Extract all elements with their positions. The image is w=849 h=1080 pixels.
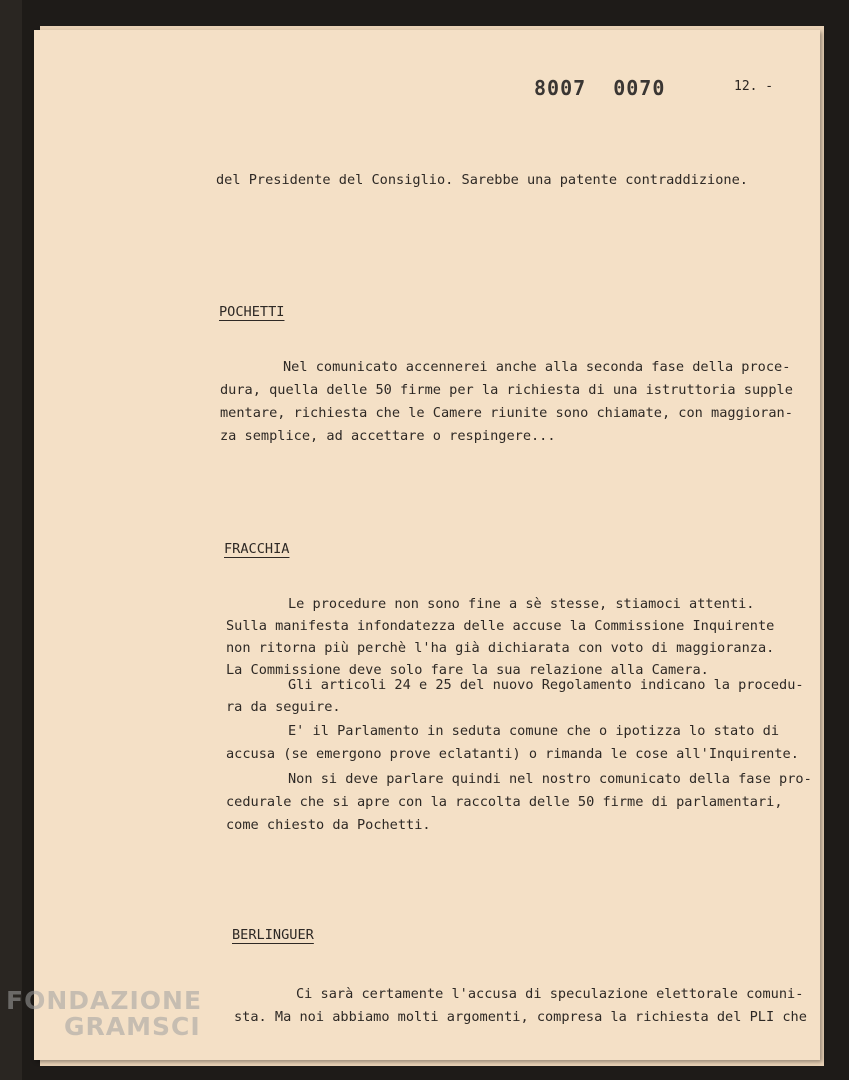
speaker-heading-pochetti: POCHETTI (219, 304, 285, 320)
fracchia-text-line: Le procedure non sono fine a sè stesse, stiamoci attenti. (288, 596, 755, 612)
fracchia-text-line: cedurale che si apre con la raccolta delle 50 firme di parlamentari, (226, 794, 783, 810)
fondazione-gramsci-watermark (6, 988, 216, 1040)
pochetti-text-line: Nel comunicato accennerei anche alla seconda fase della proce- (283, 359, 791, 375)
fracchia-text-line: come chiesto da Pochetti. (226, 817, 431, 833)
fracchia-text-line: ra da seguire. (226, 699, 341, 715)
fracchia-text-line: Sulla manifesta infondatezza delle accuse la Commissione Inquirente (226, 618, 775, 634)
pochetti-text-line: mentare, richiesta che le Camere riunite sono chiamate, con maggioran- (220, 405, 793, 421)
fracchia-text-line: La Commissione deve solo fare la sua relazione alla Camera. (226, 662, 709, 678)
watermark-line: GRAMSCI (64, 1012, 201, 1041)
fracchia-text-line: E' il Parlamento in seduta comune che o ipotizza lo stato di (288, 723, 780, 739)
pochetti-text-line: za semplice, ad accettare o respingere... (220, 428, 556, 444)
watermark-line: FONDAZIONE (6, 986, 203, 1015)
fracchia-text-line: accusa (se emergono prove eclatanti) o rimanda le cose all'Inquirente. (226, 746, 799, 762)
speaker-heading-fracchia: FRACCHIA (224, 541, 290, 557)
berlinguer-text-line: sta. Ma noi abbiamo molti argomenti, compresa la richiesta del PLI che (234, 1009, 807, 1025)
berlinguer-text-line: Ci sarà certamente l'accusa di speculazione elettorale comuni- (296, 986, 804, 1002)
fracchia-text-line: Gli articoli 24 e 25 del nuovo Regolamento indicano la procedu- (288, 677, 804, 693)
intro-line: del Presidente del Consiglio. Sarebbe una patente contraddizione. (216, 172, 748, 188)
fracchia-text-line: Non si deve parlare quindi nel nostro comunicato della fase pro- (288, 771, 812, 787)
pochetti-text-line: dura, quella delle 50 firme per la richiesta di una istruttoria supple (220, 382, 793, 398)
page-number: 12. - (734, 79, 774, 94)
binder-spine (0, 0, 22, 1080)
archive-number-stamp: 8007 0070 (534, 76, 666, 100)
speaker-heading-berlinguer: BERLINGUER (232, 927, 314, 943)
fracchia-text-line: non ritorna più perchè l'ha già dichiarata con voto di maggioranza. (226, 640, 775, 656)
document-page (34, 30, 820, 1060)
